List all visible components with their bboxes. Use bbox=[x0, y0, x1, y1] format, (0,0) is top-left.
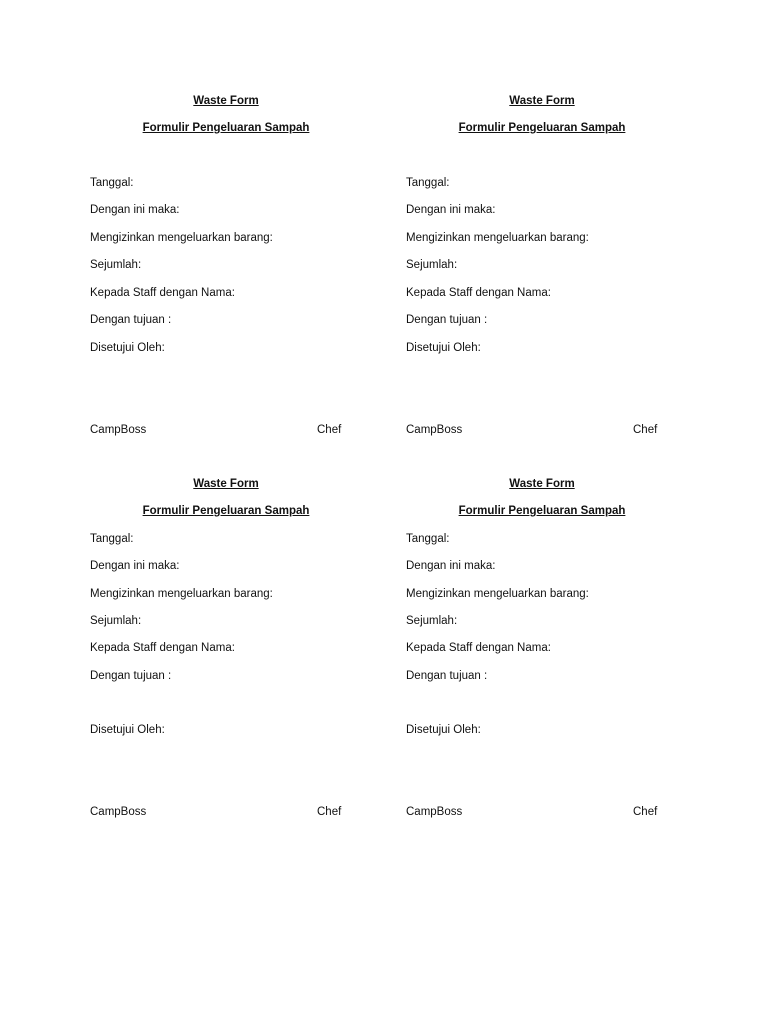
field-mengizinkan: Mengizinkan mengeluarkan barang: bbox=[406, 232, 589, 244]
field-dengan-ini-maka: Dengan ini maka: bbox=[90, 560, 180, 572]
form-subtitle: Formulir Pengeluaran Sampah bbox=[458, 505, 626, 517]
field-mengizinkan: Mengizinkan mengeluarkan barang: bbox=[90, 232, 273, 244]
signature-campboss: CampBoss bbox=[406, 424, 463, 436]
field-tanggal: Tanggal: bbox=[90, 177, 134, 189]
field-tanggal: Tanggal: bbox=[406, 177, 450, 189]
field-mengizinkan: Mengizinkan mengeluarkan barang: bbox=[406, 588, 589, 600]
signature-campboss: CampBoss bbox=[90, 806, 147, 818]
field-disetujui-oleh: Disetujui Oleh: bbox=[406, 342, 481, 354]
field-disetujui-oleh: Disetujui Oleh: bbox=[406, 724, 481, 736]
field-disetujui-oleh: Disetujui Oleh: bbox=[90, 724, 165, 736]
field-dengan-ini-maka: Dengan ini maka: bbox=[90, 204, 180, 216]
field-sejumlah: Sejumlah: bbox=[406, 259, 458, 271]
field-dengan-tujuan: Dengan tujuan : bbox=[90, 314, 172, 326]
field-tanggal: Tanggal: bbox=[90, 533, 134, 545]
field-disetujui-oleh: Disetujui Oleh: bbox=[90, 342, 165, 354]
field-dengan-ini-maka: Dengan ini maka: bbox=[406, 560, 496, 572]
form-title: Waste Form bbox=[193, 478, 259, 490]
form-title: Waste Form bbox=[509, 478, 575, 490]
field-kepada-staff: Kepada Staff dengan Nama: bbox=[90, 287, 235, 299]
field-kepada-staff: Kepada Staff dengan Nama: bbox=[406, 287, 551, 299]
field-mengizinkan: Mengizinkan mengeluarkan barang: bbox=[90, 588, 273, 600]
field-tanggal: Tanggal: bbox=[406, 533, 450, 545]
form-subtitle: Formulir Pengeluaran Sampah bbox=[142, 122, 310, 134]
field-dengan-ini-maka: Dengan ini maka: bbox=[406, 204, 496, 216]
field-kepada-staff: Kepada Staff dengan Nama: bbox=[90, 642, 235, 654]
form-subtitle: Formulir Pengeluaran Sampah bbox=[142, 505, 310, 517]
field-kepada-staff: Kepada Staff dengan Nama: bbox=[406, 642, 551, 654]
signature-chef: Chef bbox=[317, 424, 342, 436]
form-title: Waste Form bbox=[193, 95, 259, 107]
signature-chef: Chef bbox=[633, 424, 658, 436]
signature-chef: Chef bbox=[317, 806, 342, 818]
field-dengan-tujuan: Dengan tujuan : bbox=[406, 314, 488, 326]
field-sejumlah: Sejumlah: bbox=[90, 615, 142, 627]
form-title: Waste Form bbox=[509, 95, 575, 107]
field-dengan-tujuan: Dengan tujuan : bbox=[406, 670, 488, 682]
field-sejumlah: Sejumlah: bbox=[90, 259, 142, 271]
field-sejumlah: Sejumlah: bbox=[406, 615, 458, 627]
field-dengan-tujuan: Dengan tujuan : bbox=[90, 670, 172, 682]
signature-campboss: CampBoss bbox=[90, 424, 147, 436]
signature-campboss: CampBoss bbox=[406, 806, 463, 818]
signature-chef: Chef bbox=[633, 806, 658, 818]
form-subtitle: Formulir Pengeluaran Sampah bbox=[458, 122, 626, 134]
